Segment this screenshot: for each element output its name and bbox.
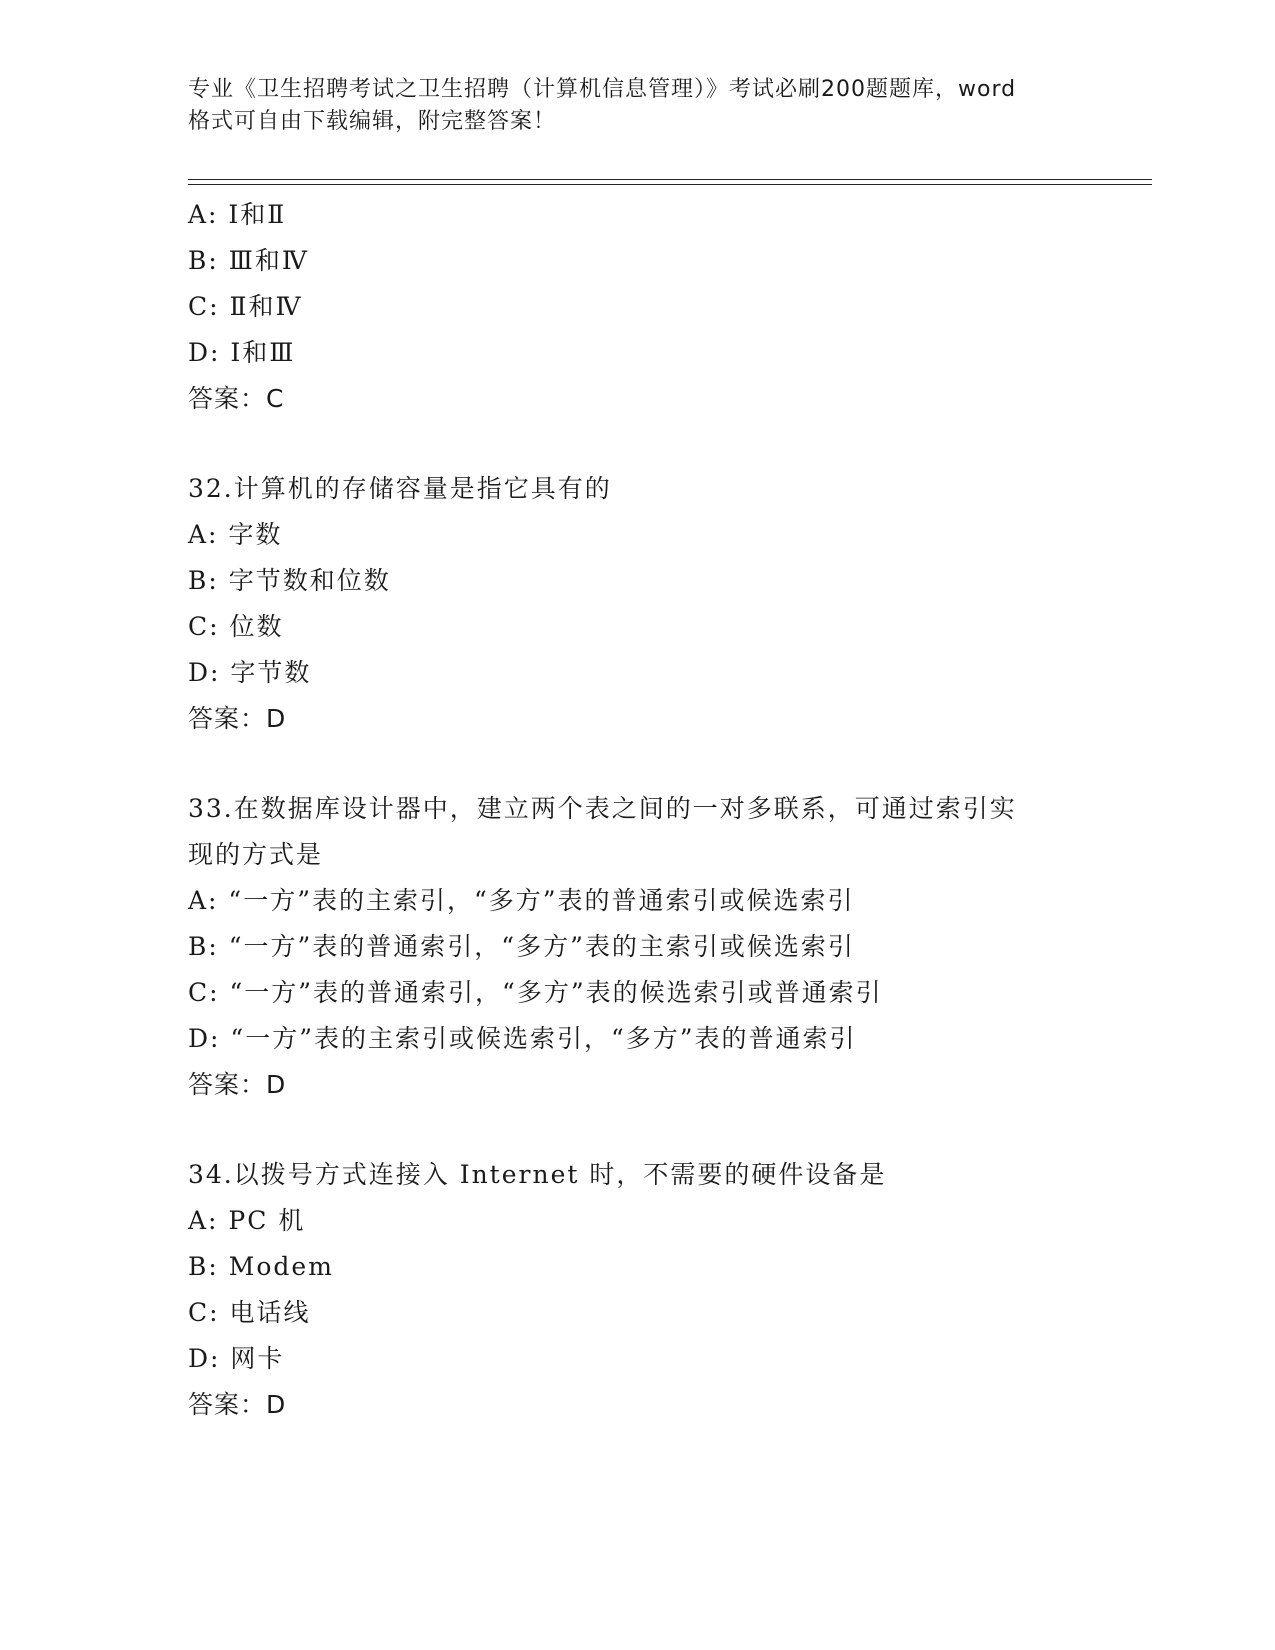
question-title: 34.以拨号方式连接入 Internet 时，不需要的硬件设备是 — [188, 1160, 887, 1189]
option-a: A: PC 机 — [188, 1206, 306, 1235]
header-line-1: 专业《卫生招聘考试之卫生招聘（计算机信息管理）》考试必刷200题题库，word — [188, 77, 1017, 102]
question-33 — [188, 786, 1088, 1108]
answer: 答案：C — [188, 384, 285, 413]
question-list — [188, 192, 1088, 1472]
option-c: C: “一方”表的普通索引，“多方”表的候选索引或普通索引 — [188, 978, 883, 1007]
option-a: A: 字数 — [188, 520, 283, 549]
question-32 — [188, 466, 1088, 742]
question-title-line-2: 现的方式是 — [188, 840, 324, 869]
option-c: C: Ⅱ和Ⅳ — [188, 292, 303, 321]
option-b: B: 字节数和位数 — [188, 566, 391, 595]
question-34 — [188, 1152, 1088, 1428]
header-divider-top — [188, 179, 1152, 180]
answer: 答案：D — [188, 704, 287, 733]
option-d: D: “一方”表的主索引或候选索引，“多方”表的普通索引 — [188, 1024, 857, 1053]
question-title-line-1: 33.在数据库设计器中，建立两个表之间的一对多联系，可通过索引实 — [188, 794, 1017, 823]
option-b: B: “一方”表的普通索引，“多方”表的主索引或候选索引 — [188, 932, 855, 961]
header-line-2: 格式可自由下载编辑，附完整答案！ — [188, 109, 557, 134]
document-header — [188, 74, 1088, 138]
header-divider-bottom — [188, 184, 1152, 185]
option-c: C: 电话线 — [188, 1298, 311, 1327]
answer: 答案：D — [188, 1070, 287, 1099]
question-title: 32.计算机的存储容量是指它具有的 — [188, 474, 612, 503]
option-d: D: 字节数 — [188, 658, 312, 687]
option-a: A: “一方”表的主索引，“多方”表的普通索引或候选索引 — [188, 886, 855, 915]
option-a: A: Ⅰ和Ⅱ — [188, 200, 287, 229]
answer: 答案：D — [188, 1390, 287, 1419]
option-d: D: 网卡 — [188, 1344, 285, 1373]
option-b: B: Ⅲ和Ⅳ — [188, 246, 309, 275]
option-c: C: 位数 — [188, 612, 284, 641]
option-b: B: Modem — [188, 1252, 334, 1281]
option-d: D: Ⅰ和Ⅲ — [188, 338, 296, 367]
question-31 — [188, 192, 1088, 422]
